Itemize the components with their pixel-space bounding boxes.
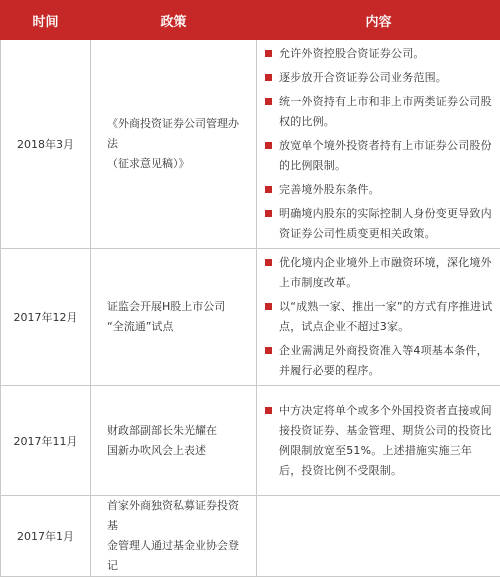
content-item: 逐步放开合资证券公司业务范围。 xyxy=(265,68,494,88)
policy-line: 金管理人通过基金业协会登记 xyxy=(107,536,248,576)
header-time: 时间 xyxy=(1,1,91,40)
table-row xyxy=(1,496,500,577)
row-time: 2017年11月 xyxy=(1,386,91,496)
header-policy: 政策 xyxy=(91,1,257,40)
row-policy xyxy=(91,386,257,496)
row-time: 2017年12月 xyxy=(1,249,91,386)
policy-line: 首家外商独资私募证券投资基 xyxy=(107,496,248,536)
content-item: 放宽单个境外投资者持有上市证券公司股份的比例限制。 xyxy=(265,136,494,176)
row-time: 2017年1月 xyxy=(1,496,91,577)
policy-line: 证监会开展H股上市公司 xyxy=(107,297,248,317)
table-row xyxy=(1,249,500,386)
content-item: 明确境内股东的实际控制人身份变更导致内资证券公司性质变更相关政策。 xyxy=(265,204,494,244)
policy-line: 国新办吹风会上表述 xyxy=(107,441,248,461)
row-time: 2018年3月 xyxy=(1,40,91,249)
content-list xyxy=(265,401,494,481)
table-header-row xyxy=(1,1,500,40)
content-list xyxy=(265,44,494,244)
header-content: 内容 xyxy=(257,1,500,40)
row-content xyxy=(257,249,500,386)
row-content xyxy=(257,40,500,249)
content-item: 允许外资控股合资证券公司。 xyxy=(265,44,494,64)
policy-line: 《外商投资证券公司管理办法 xyxy=(107,114,248,154)
row-policy xyxy=(91,40,257,249)
row-content xyxy=(257,386,500,496)
row-content xyxy=(257,496,500,577)
content-item: 以“成熟一家、推出一家”的方式有序推进试点，试点企业不超过3家。 xyxy=(265,297,494,337)
table-row xyxy=(1,40,500,249)
policy-line: （征求意见稿）》 xyxy=(107,154,248,174)
policy-line: “全流通”试点 xyxy=(107,317,248,337)
row-policy xyxy=(91,249,257,386)
table-row xyxy=(1,386,500,496)
content-item: 优化境内企业境外上市融资环境，深化境外上市制度改革。 xyxy=(265,253,494,293)
content-list xyxy=(265,253,494,381)
row-policy xyxy=(91,496,257,577)
content-item: 统一外资持有上市和非上市两类证券公司股权的比例。 xyxy=(265,92,494,132)
policy-line: 财政部副部长朱光耀在 xyxy=(107,421,248,441)
content-item: 企业需满足外商投资准入等4项基本条件，并履行必要的程序。 xyxy=(265,341,494,381)
content-item: 中方决定将单个或多个外国投资者直接或间接投资证券、基金管理、期货公司的投资比例限制放宽至51%。上述措施实施三年后，投资比例不受限制。 xyxy=(265,401,494,481)
content-item: 完善境外股东条件。 xyxy=(265,180,494,200)
